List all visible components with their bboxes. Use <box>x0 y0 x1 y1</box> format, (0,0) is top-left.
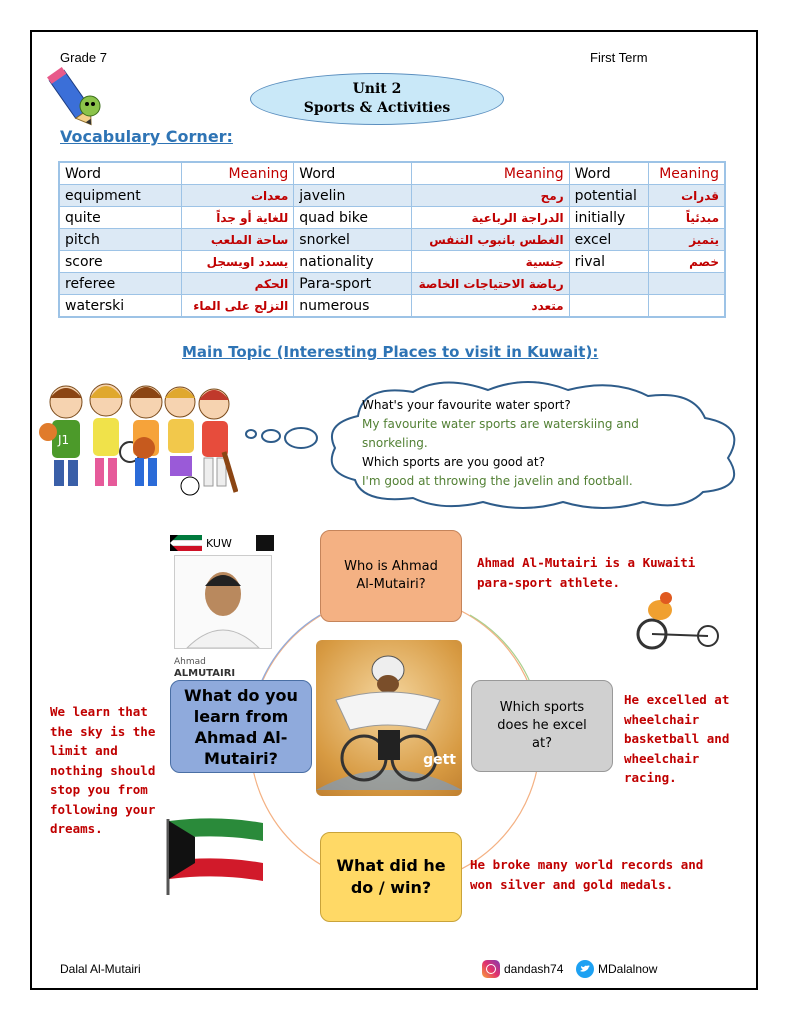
main-topic-title: Main Topic (Interesting Places to visit in Kuwait): <box>182 343 599 361</box>
learn-box <box>170 680 312 773</box>
vocab-word <box>569 273 648 295</box>
sports-question: Which sports does he excel at? <box>497 700 587 751</box>
vocab-meaning: رياضة الاحتياجات الخاصة <box>411 273 569 295</box>
svg-text:J1: J1 <box>58 433 70 447</box>
vocab-meaning: الدراجة الرباعية <box>411 207 569 229</box>
learn-question: What do you learn from Ahmad Al-Mutairi? <box>184 685 298 768</box>
vocab-title: Vocabulary Corner: <box>60 127 233 146</box>
vocab-meaning: الحكم <box>181 273 293 295</box>
cloud-dialogue <box>362 396 702 491</box>
unit-number: Unit 2 <box>352 81 402 97</box>
vocab-word: nationality <box>294 251 411 273</box>
vocab-word: potential <box>569 185 648 207</box>
instagram-handle[interactable]: dandash74 <box>504 962 564 976</box>
athlete-card <box>170 535 275 685</box>
vocab-word: numerous <box>294 295 411 318</box>
vocab-meaning: معدات <box>181 185 293 207</box>
vocab-word: excel <box>569 229 648 251</box>
author-name: Dalal Al-Mutairi <box>60 962 141 976</box>
vocab-meaning: مبدئياً <box>648 207 725 229</box>
cloud-answer-1: My favourite water sports are waterskiing and snorkeling. <box>362 417 639 450</box>
vocab-row <box>59 295 725 318</box>
sports-box <box>471 680 613 772</box>
vocab-meaning: ساحة الملعب <box>181 229 293 251</box>
athlete-first-name: Ahmad <box>174 657 206 667</box>
who-question: Who is Ahmad Al-Mutairi? <box>344 559 438 592</box>
vocab-word <box>569 295 648 318</box>
sports-answer: He excelled at wheelchair basketball and wheelchair racing. <box>624 692 730 785</box>
cloud-question-2: Which sports are you good at? <box>362 455 545 469</box>
vocab-word: score <box>59 251 181 273</box>
cloud-answer-2: I'm good at throwing the javelin and football. <box>362 474 633 488</box>
twitter-icon <box>576 960 594 978</box>
word-header: Word <box>59 162 181 185</box>
word-header: Word <box>294 162 411 185</box>
wheelchair-sport-icon <box>256 535 274 551</box>
vocab-word: initially <box>569 207 648 229</box>
vocab-meaning <box>648 295 725 318</box>
term-label: First Term <box>590 50 648 65</box>
vocab-word: waterski <box>59 295 181 318</box>
cloud-question-1: What's your favourite water sport? <box>362 398 571 412</box>
vocab-meaning <box>648 273 725 295</box>
vocab-meaning: يتميز <box>648 229 725 251</box>
vocab-meaning: للغاية أو جداً <box>181 207 293 229</box>
learn-answer: We learn that the sky is the limit and nothing should stop you from following your dreams. <box>50 704 156 836</box>
vocab-row <box>59 273 725 295</box>
vocab-header-row <box>59 162 725 185</box>
vocab-meaning: قدرات <box>648 185 725 207</box>
vocab-row <box>59 207 725 229</box>
vocab-word: quite <box>59 207 181 229</box>
word-header: Word <box>569 162 648 185</box>
vocab-meaning: رمح <box>411 185 569 207</box>
vocab-word: quad bike <box>294 207 411 229</box>
vocab-word: pitch <box>59 229 181 251</box>
unit-title-oval <box>250 73 504 125</box>
kuwait-flag-small-icon <box>170 535 202 551</box>
meaning-header: Meaning <box>648 162 725 185</box>
kuwait-flag-icon <box>163 815 268 897</box>
twitter-handle[interactable]: MDalalnow <box>598 962 658 976</box>
unit-name: Sports & Activities <box>303 100 451 116</box>
vocab-meaning: التزلج على الماء <box>181 295 293 318</box>
photo-watermark: gett <box>423 752 456 768</box>
vocab-row <box>59 229 725 251</box>
meaning-header: Meaning <box>181 162 293 185</box>
pencil-mascot-icon <box>38 62 108 132</box>
vocab-word: equipment <box>59 185 181 207</box>
win-question: What did he do / win? <box>336 856 446 897</box>
vocab-meaning: الغطس بانبوب التنفس <box>411 229 569 251</box>
vocab-word: snorkel <box>294 229 411 251</box>
vocab-meaning: متعدد <box>411 295 569 318</box>
meaning-header: Meaning <box>411 162 569 185</box>
kids-illustration-icon <box>38 372 238 504</box>
vocab-table <box>58 161 726 318</box>
vocab-word: Para-sport <box>294 273 411 295</box>
vocab-meaning: يسدد اويسجل <box>181 251 293 273</box>
country-code: KUW <box>206 537 232 550</box>
wheelchair-racer-icon <box>632 590 722 652</box>
vocab-word: rival <box>569 251 648 273</box>
grade-label: Grade 7 <box>60 50 107 65</box>
vocab-word: referee <box>59 273 181 295</box>
athlete-photo <box>174 555 272 649</box>
instagram-icon <box>482 960 500 978</box>
who-box <box>320 530 462 622</box>
vocab-word: javelin <box>294 185 411 207</box>
win-answer: He broke many world records and won silver and gold medals. <box>470 857 704 892</box>
who-answer: Ahmad Al-Mutairi is a Kuwaiti para-sport athlete. <box>477 555 696 590</box>
athlete-race-photo <box>316 640 462 796</box>
win-box <box>320 832 462 922</box>
vocab-row <box>59 251 725 273</box>
vocab-meaning: جنسية <box>411 251 569 273</box>
vocab-row <box>59 185 725 207</box>
athlete-last-name: ALMUTAIRI <box>174 668 236 679</box>
vocab-meaning: خصم <box>648 251 725 273</box>
